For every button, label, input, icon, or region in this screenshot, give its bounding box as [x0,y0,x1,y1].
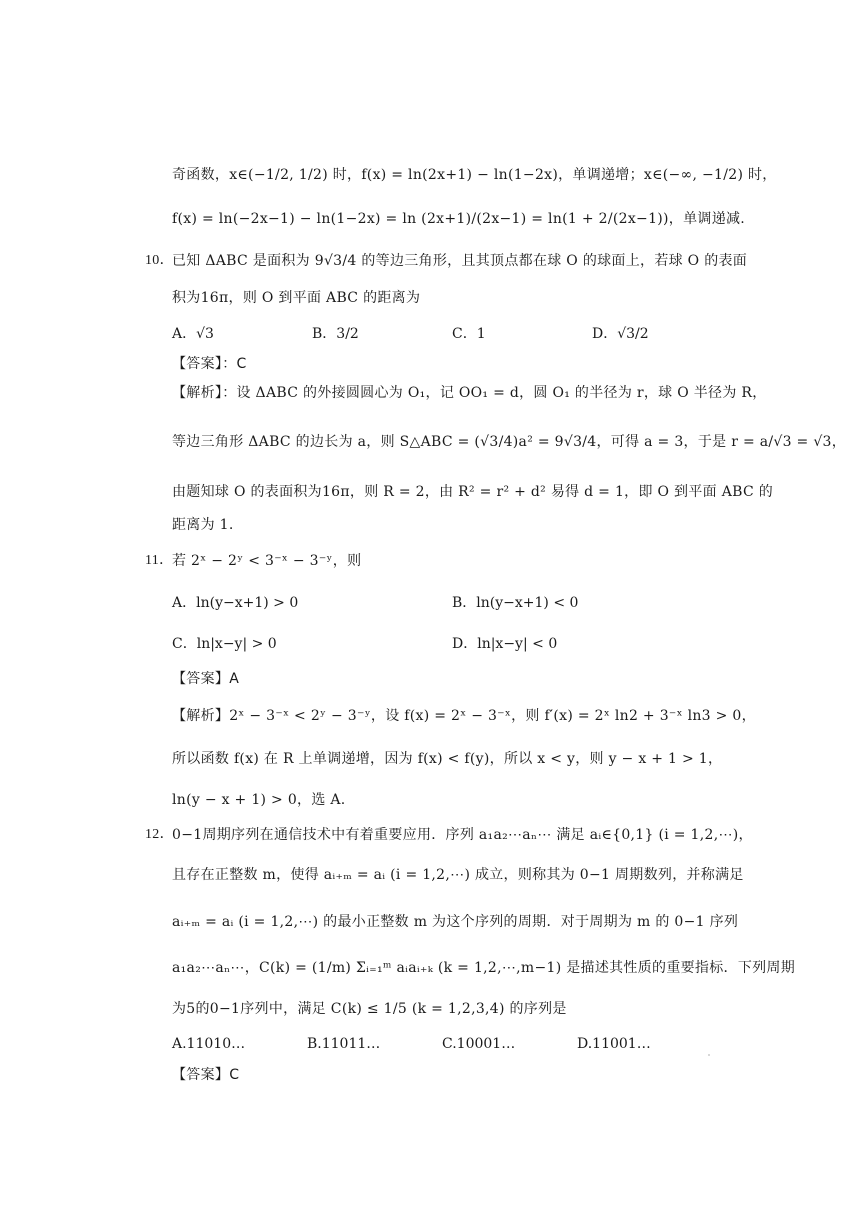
q10-stem-line-2: 积为16π，则 O 到平面 ABC 的距离为 [172,290,421,306]
q10-option-c: C．1 [452,326,486,342]
q11-stem: 若 2ˣ − 2ʸ < 3⁻ˣ − 3⁻ʸ，则 [172,553,362,569]
q11-option-c: C．ln|x−y| > 0 [172,636,277,652]
q12-stem-line-5: 为5的0−1序列中，满足 C(k) ≤ 1/5 (k = 1,2,3,4) 的序列是 [172,1001,567,1017]
q12-option-d: D.11001… [577,1036,651,1052]
q11-answer: 【答案】A [172,671,240,687]
q9-explanation-line-2: f(x) = ln(−2x−1) − ln(1−2x) = ln (2x+1)/(2x−1) = ln(1 + 2/(2x−1))，单调递减. [172,211,746,227]
q10-option-d: D．√3/2 [592,326,649,342]
q10-option-a: A．√3 [172,326,214,342]
q10-option-b: B．3/2 [312,326,359,342]
q11-option-b: B．ln(y−x+1) < 0 [452,595,579,611]
q11-number: 11． [145,553,174,568]
q11-option-d: D．ln|x−y| < 0 [452,636,558,652]
q12-answer: 【答案】C [172,1067,240,1083]
q10-explanation-line-2: 等边三角形 ΔABC 的边长为 a，则 S△ABC = (√3/4)a² = 9√3/4，可得 a = 3，于是 r = a/√3 = √3， [172,434,847,450]
q12-number: 12． [145,827,174,842]
q12-stem-line-3: aᵢ₊ₘ = aᵢ (i = 1,2,⋯) 的最小正整数 m 为这个序列的周期．对于周期为 m 的 0−1 序列 [172,914,739,930]
q12-stem-line-2: 且存在正整数 m，使得 aᵢ₊ₘ = aᵢ (i = 1,2,⋯) 成立，则称其为 0−1 周期数列，并称满足 [172,867,744,883]
q10-stem-line-1: 已知 ΔABC 是面积为 9√3/4 的等边三角形，且其顶点都在球 O 的球面上，若球 O 的表面 [172,253,748,269]
q9-explanation-line-1: 奇函数，x∈(−1/2, 1/2) 时，f(x) = ln(2x+1) − ln(1−2x)，单调递增；x∈(−∞, −1/2) 时， [172,167,777,183]
q12-stem-line-4: a₁a₂⋯aₙ⋯，C(k) = (1/m) Σᵢ₌₁ᵐ aᵢaᵢ₊ₖ (k = 1,2,⋯,m−1) 是描述其性质的重要指标．下列周期 [172,960,796,976]
q12-stem-line-1: 0−1周期序列在通信技术中有着重要应用．序列 a₁a₂⋯aₙ⋯ 满足 aᵢ∈{0,1} (i = 1,2,⋯)， [172,827,753,843]
q11-explanation-line-2: 所以函数 f(x) 在 R 上单调递增，因为 f(x) < f(y)，所以 x < y，则 y − x + 1 > 1， [172,751,723,767]
q11-option-a: A．ln(y−x+1) > 0 [172,595,299,611]
q10-explanation-line-3: 由题知球 O 的表面积为16π，则 R = 2，由 R² = r² + d² 易得 d = 1，即 O 到平面 ABC 的 [172,484,774,500]
q12-option-c: C.10001… [442,1036,516,1052]
q12-option-a: A.11010… [172,1036,246,1052]
q10-explanation-line-4: 距离为 1. [172,517,234,533]
q10-answer: 【答案】：C [172,356,247,372]
q12-option-b: B.11011… [307,1036,381,1052]
scan-speck [708,1054,710,1056]
q11-explanation-line-3: ln(y − x + 1) > 0，选 A. [172,792,346,808]
q10-number: 10． [145,253,174,268]
q11-explanation-line-1: 【解析】2ˣ − 3⁻ˣ < 2ʸ − 3⁻ʸ，设 f(x) = 2ˣ − 3⁻ˣ，则 f′(x) = 2ˣ ln2 + 3⁻ˣ ln3 > 0， [172,708,756,724]
q10-explanation-line-1: 【解析】：设 ΔABC 的外接圆圆心为 O₁，记 OO₁ = d，圆 O₁ 的半径为 r，球 O 半径为 R， [172,385,767,401]
